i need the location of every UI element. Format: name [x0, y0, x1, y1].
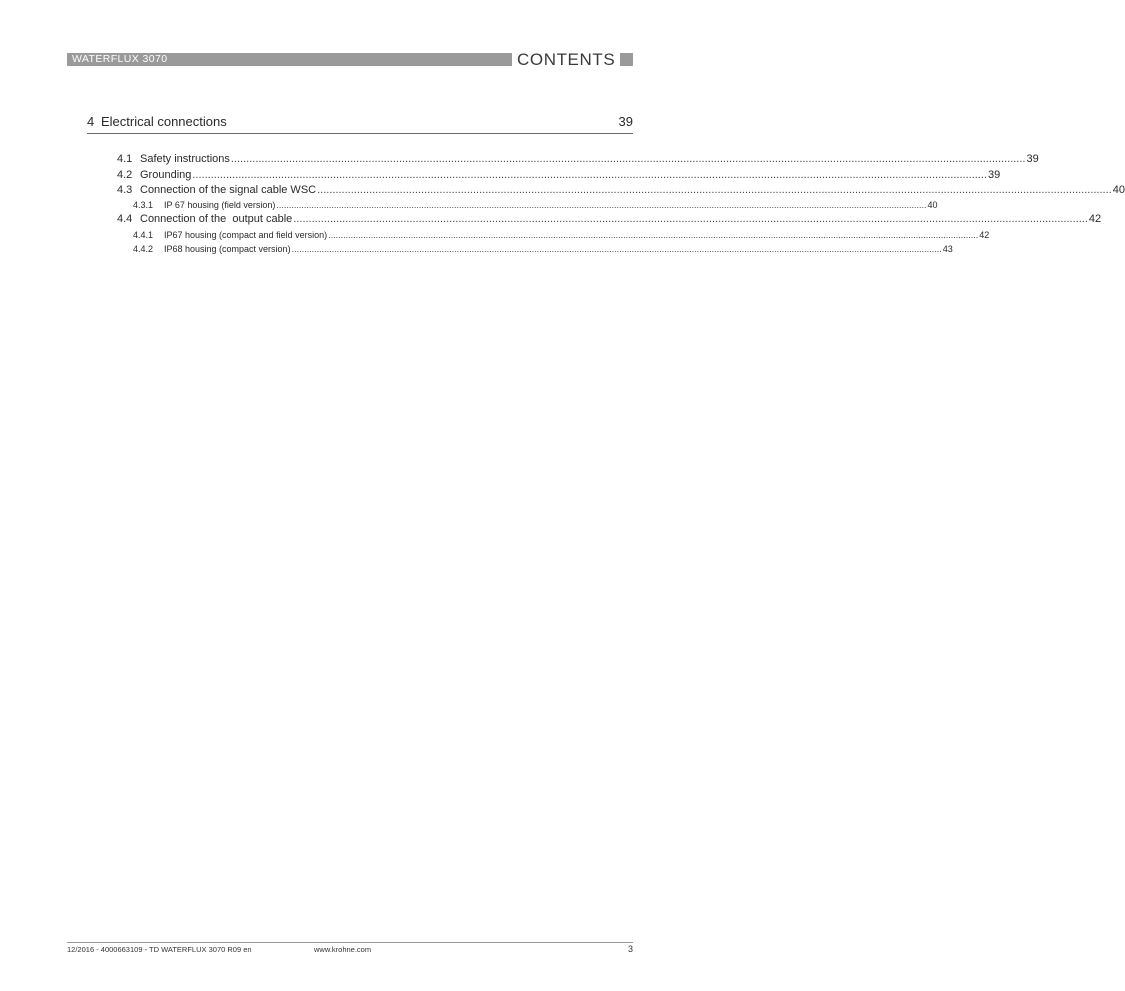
toc-entry-page: 40 — [1112, 184, 1125, 196]
toc-entry-number: 4.4.1 — [133, 230, 154, 240]
toc-entry-page: 42 — [979, 230, 990, 240]
toc-entry-page: 42 — [1088, 213, 1102, 225]
header-section-title: CONTENTS — [517, 50, 616, 69]
header-square-mark — [620, 53, 633, 66]
toc-entry[interactable] — [133, 199, 938, 212]
chapter-page: 39 — [618, 114, 633, 129]
toc-dot-leader: .................................................................................................................................................................................................................................................................... — [230, 153, 1026, 165]
toc-dot-leader: .................................................................................................................................................................................................................................................................... — [293, 213, 1088, 225]
toc-dot-leader: .................................................................................................................................................................................................................................................................... — [291, 244, 942, 254]
toc-dot-leader: .................................................................................................................................................................................................................................................................... — [328, 230, 979, 240]
toc-entry-title: Connection of the output cable — [140, 213, 293, 225]
footer-rule — [67, 942, 633, 943]
toc-entry[interactable] — [117, 183, 1125, 198]
toc-entry-title: IP67 housing (compact and field version) — [164, 230, 328, 240]
footer-document-id: 12/2016 - 4000663109 - TD WATERFLUX 3070 R09 en — [67, 945, 252, 954]
toc-entry-page: 39 — [1026, 153, 1039, 165]
header-product-name: WATERFLUX 3070 — [72, 53, 168, 65]
toc-dot-leader: .................................................................................................................................................................................................................................................................... — [317, 184, 1112, 196]
toc-entry[interactable] — [117, 168, 1001, 183]
toc-entry-number: 4.4 — [117, 213, 133, 225]
toc-entry-title: Connection of the signal cable WSC — [140, 184, 317, 196]
footer-website: www.krohne.com — [314, 945, 372, 954]
chapter-rule — [87, 133, 633, 134]
toc-entry-page: 43 — [942, 244, 953, 254]
toc-entry[interactable] — [133, 243, 953, 256]
footer-page-number: 3 — [627, 944, 633, 954]
chapter-heading[interactable] — [87, 113, 633, 131]
toc-entry[interactable] — [117, 152, 1039, 167]
toc-entry[interactable] — [133, 229, 990, 242]
toc-entry-page: 40 — [927, 200, 938, 210]
toc-entry[interactable] — [117, 212, 1102, 227]
toc-entry-number: 4.4.2 — [133, 244, 154, 254]
toc-entry-number: 4.3 — [117, 184, 133, 196]
toc-dot-leader: .................................................................................................................................................................................................................................................................... — [192, 169, 987, 181]
toc-entry-title: Safety instructions — [140, 153, 230, 165]
chapter-number: 4 — [87, 114, 95, 129]
toc-entry-title: Grounding — [140, 169, 192, 181]
toc-entry-title: IP68 housing (compact version) — [164, 244, 291, 254]
toc-entry-number: 4.3.1 — [133, 200, 154, 210]
toc-entry-number: 4.2 — [117, 169, 133, 181]
chapter-title: Electrical connections — [101, 114, 227, 129]
toc-entry-page: 39 — [987, 169, 1001, 181]
toc-entry-number: 4.1 — [117, 153, 133, 165]
toc-entry-title: IP 67 housing (field version) — [164, 200, 276, 210]
toc-dot-leader: .................................................................................................................................................................................................................................................................... — [276, 200, 927, 210]
